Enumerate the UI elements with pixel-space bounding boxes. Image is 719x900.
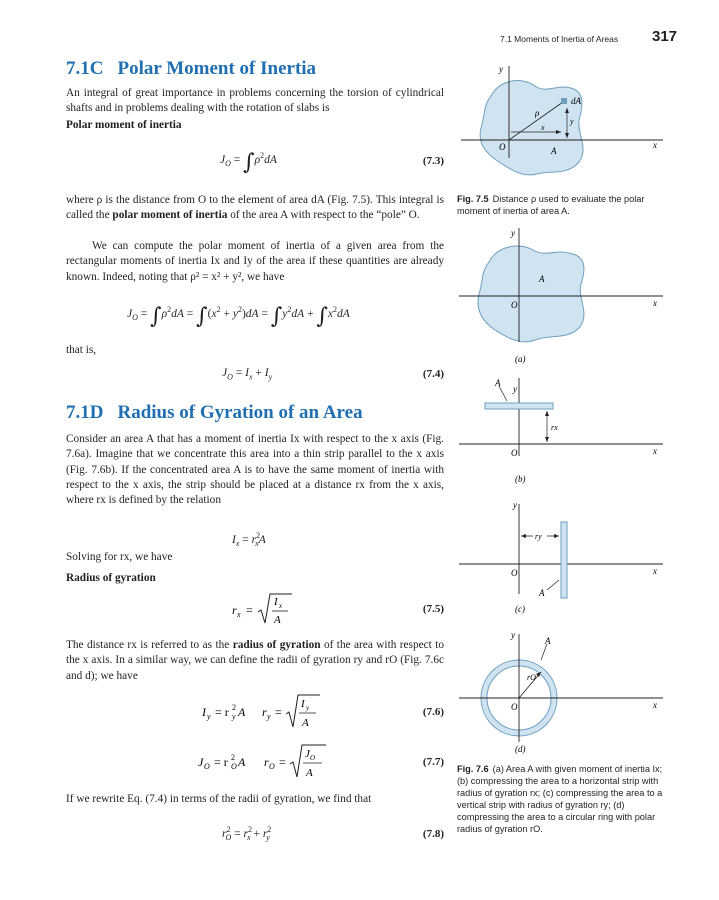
label-x: x: [653, 298, 657, 308]
svg-text:y: y: [232, 712, 236, 721]
equation-7-7-graphic: [198, 742, 328, 784]
subfigure-label: (b): [515, 474, 526, 484]
vertical-strip: [561, 522, 567, 598]
paragraph-compute: We can compute the polar moment of inertia of a given area from the rectangular moments of inertia Ix and Iy of the area if these quantities are already known. Indeed, noting that ρ² = x² + y², we have: [66, 240, 444, 283]
paragraph-gyration-def: [66, 638, 444, 684]
svg-text:A: A: [306, 767, 313, 779]
equation-number-7-8: (7.8): [422, 828, 444, 840]
svg-text:x: x: [237, 610, 241, 619]
definition-text-b: of the area A with respect to the “pole” O.: [227, 209, 420, 222]
gyration-text-a: The distance rx is referred to as the: [66, 639, 233, 651]
area-a-shape: [480, 81, 583, 175]
paragraph-gyration-intro: Consider an area A that has a moment of inertia Ix with respect to the x axis (Fig. 7.6a). Imagine that we concentrate this area into a thin strip parallel to the x axis (Fig. 7.6b). If the concentrated area A is to have the same moment of inertia with respect to the x axis, the strip should be placed at a distance rx from the x axis, where rx is defined by the relation: [66, 433, 444, 507]
label-ry: ry: [535, 532, 542, 541]
svg-text:=: =: [246, 603, 253, 617]
label-ro: rO: [527, 673, 536, 682]
svg-text:J: J: [198, 755, 204, 769]
label-o: O: [511, 702, 518, 712]
figure-7-6c: [455, 498, 675, 616]
term-radius-gyration: radius of gyration: [232, 639, 321, 651]
label-x: x: [653, 446, 657, 456]
label-rx: rx: [551, 423, 558, 432]
svg-text:A: A: [238, 755, 246, 769]
area-a-shape: [478, 246, 584, 342]
svg-text:=: =: [279, 755, 286, 769]
equation-7-8: $r^2_O = r^2_x + r^2_y$: [222, 825, 272, 843]
label-x: x: [653, 566, 657, 576]
svg-text:I: I: [202, 705, 206, 719]
section-number: 7.1D: [66, 402, 104, 423]
svg-text:O: O: [310, 754, 316, 762]
area-pointer: [499, 386, 507, 401]
equation-7-3: $J_O = \int\rho^2dA$: [220, 149, 277, 175]
svg-text:y: y: [306, 704, 310, 712]
section-number: 7.1C: [66, 58, 104, 79]
subfigure-label: (a): [515, 354, 526, 364]
svg-text:A: A: [274, 614, 281, 626]
paragraph-definition: [66, 193, 444, 224]
label-o: O: [499, 142, 506, 152]
label-y: y: [499, 64, 503, 74]
figure-7-6d: [455, 628, 675, 756]
text-solving: Solving for rx, we have: [66, 551, 173, 563]
caption-fig-7-6: [457, 763, 672, 835]
caption-label: Fig. 7.6: [457, 764, 489, 774]
equation-7-4: $J_O = I_x + I_y$: [222, 367, 273, 382]
svg-text:J: J: [305, 748, 310, 760]
page-number: 317: [652, 28, 678, 45]
gyration-text-b: of the area with respect to the x axis. In a similar way, we can define the radii of gyration ry and rO (Fig. 7.6c and d); we have: [66, 639, 444, 682]
svg-text:=: =: [275, 705, 282, 719]
definition-text-a: where ρ is the distance from O to the element of area dA (Fig. 7.5). This integral is called the: [66, 194, 444, 222]
label-da: dA: [571, 96, 581, 106]
label-a: A: [539, 274, 545, 284]
label-y: y: [511, 228, 515, 238]
equation-7-6-graphic: [202, 692, 322, 734]
figure-7-6b: [455, 378, 675, 488]
svg-text:= r: = r: [215, 705, 229, 719]
text-that-is: that is,: [66, 344, 97, 356]
label-o: O: [511, 300, 518, 310]
svg-text:x: x: [279, 602, 283, 610]
equation-number-7-6: (7.6): [422, 706, 444, 718]
svg-text:A: A: [238, 705, 246, 719]
equation-number-7-4: (7.4): [422, 368, 444, 380]
label-o: O: [511, 448, 518, 458]
caption-text: Distance ρ used to evaluate the polar moment of inertia of area A.: [457, 194, 645, 216]
svg-text:O: O: [204, 762, 210, 771]
svg-text:O: O: [269, 762, 275, 771]
svg-text:r: r: [264, 755, 269, 769]
horizontal-strip: [485, 403, 553, 409]
label-a: A: [495, 378, 501, 388]
svg-text:y: y: [267, 712, 271, 721]
section-title-7-1d: [66, 402, 363, 424]
equation-number-7-3: (7.3): [422, 155, 444, 167]
label-a: A: [551, 146, 557, 156]
label-y: y: [513, 500, 517, 510]
label-y-small: y: [570, 117, 574, 126]
caption-fig-7-5: [457, 193, 672, 217]
figure-7-6a: [455, 228, 675, 368]
section-title-7-1c: [66, 58, 316, 80]
figure-7-5: [455, 58, 675, 190]
caption-label: Fig. 7.5: [457, 194, 489, 204]
paragraph-rewrite: If we rewrite Eq. (7.4) in terms of the radii of gyration, we find that: [66, 793, 372, 805]
equation-7-7: [198, 742, 328, 787]
label-x-small: x: [541, 123, 545, 132]
equation-number-7-7: (7.7): [422, 756, 444, 768]
equation-ix-rx2a: $I_x = r^2_xA$: [232, 531, 266, 549]
label-a: A: [545, 636, 551, 646]
running-head: 7.1 Moments of Inertia of Areas: [500, 34, 619, 44]
label-y: y: [511, 630, 515, 640]
area-pointer: [541, 644, 547, 660]
margin-label-gyration: Radius of gyration: [66, 572, 156, 584]
area-pointer: [547, 580, 559, 590]
margin-label-polar: Polar moment of inertia: [66, 119, 182, 131]
svg-text:2: 2: [231, 753, 235, 762]
caption-text: (a) Area A with given moment of inertia Ix; (b) compressing the area to a horizontal strip with radius of gyration rx; (c) compressing the area to a vertical strip with radius of gyration ry; (d) compressing the area to a circular ring with polar radius of gyration rO.: [457, 764, 663, 834]
svg-text:= r: = r: [214, 755, 228, 769]
section-heading: Radius of Gyration of an Area: [117, 402, 363, 423]
svg-text:r: r: [262, 705, 267, 719]
subfigure-label: (d): [515, 744, 526, 754]
svg-text:I: I: [301, 698, 305, 710]
svg-text:A: A: [302, 717, 309, 729]
svg-text:O: O: [231, 762, 237, 771]
equation-7-6: [202, 692, 322, 737]
label-x: x: [653, 700, 657, 710]
section-heading: Polar Moment of Inertia: [117, 58, 317, 79]
subfigure-label: (c): [515, 604, 525, 614]
da-element: [561, 98, 567, 104]
svg-text:r: r: [232, 603, 237, 617]
equation-7-5: [232, 590, 322, 633]
equation-number-7-5: (7.5): [422, 603, 444, 615]
label-y: y: [513, 384, 517, 394]
svg-text:I: I: [274, 596, 278, 608]
paragraph-intro: An integral of great importance in problems concerning the torsion of cylindrical shafts and in problems dealing with the rotation of slabs is: [66, 87, 444, 115]
svg-text:y: y: [207, 712, 211, 721]
term-polar-moment: polar moment of inertia: [112, 209, 228, 222]
label-x: x: [653, 140, 657, 150]
label-o: O: [511, 568, 518, 578]
equation-7-5-graphic: [232, 590, 322, 630]
svg-text:2: 2: [232, 703, 236, 712]
label-a: A: [539, 588, 545, 598]
equation-jo-expansion: $J_O = \int\rho^2dA = \int(x^2 + y^2)dA = \int y^2dA + \int x^2dA$: [127, 303, 350, 329]
label-rho: ρ: [535, 108, 540, 118]
